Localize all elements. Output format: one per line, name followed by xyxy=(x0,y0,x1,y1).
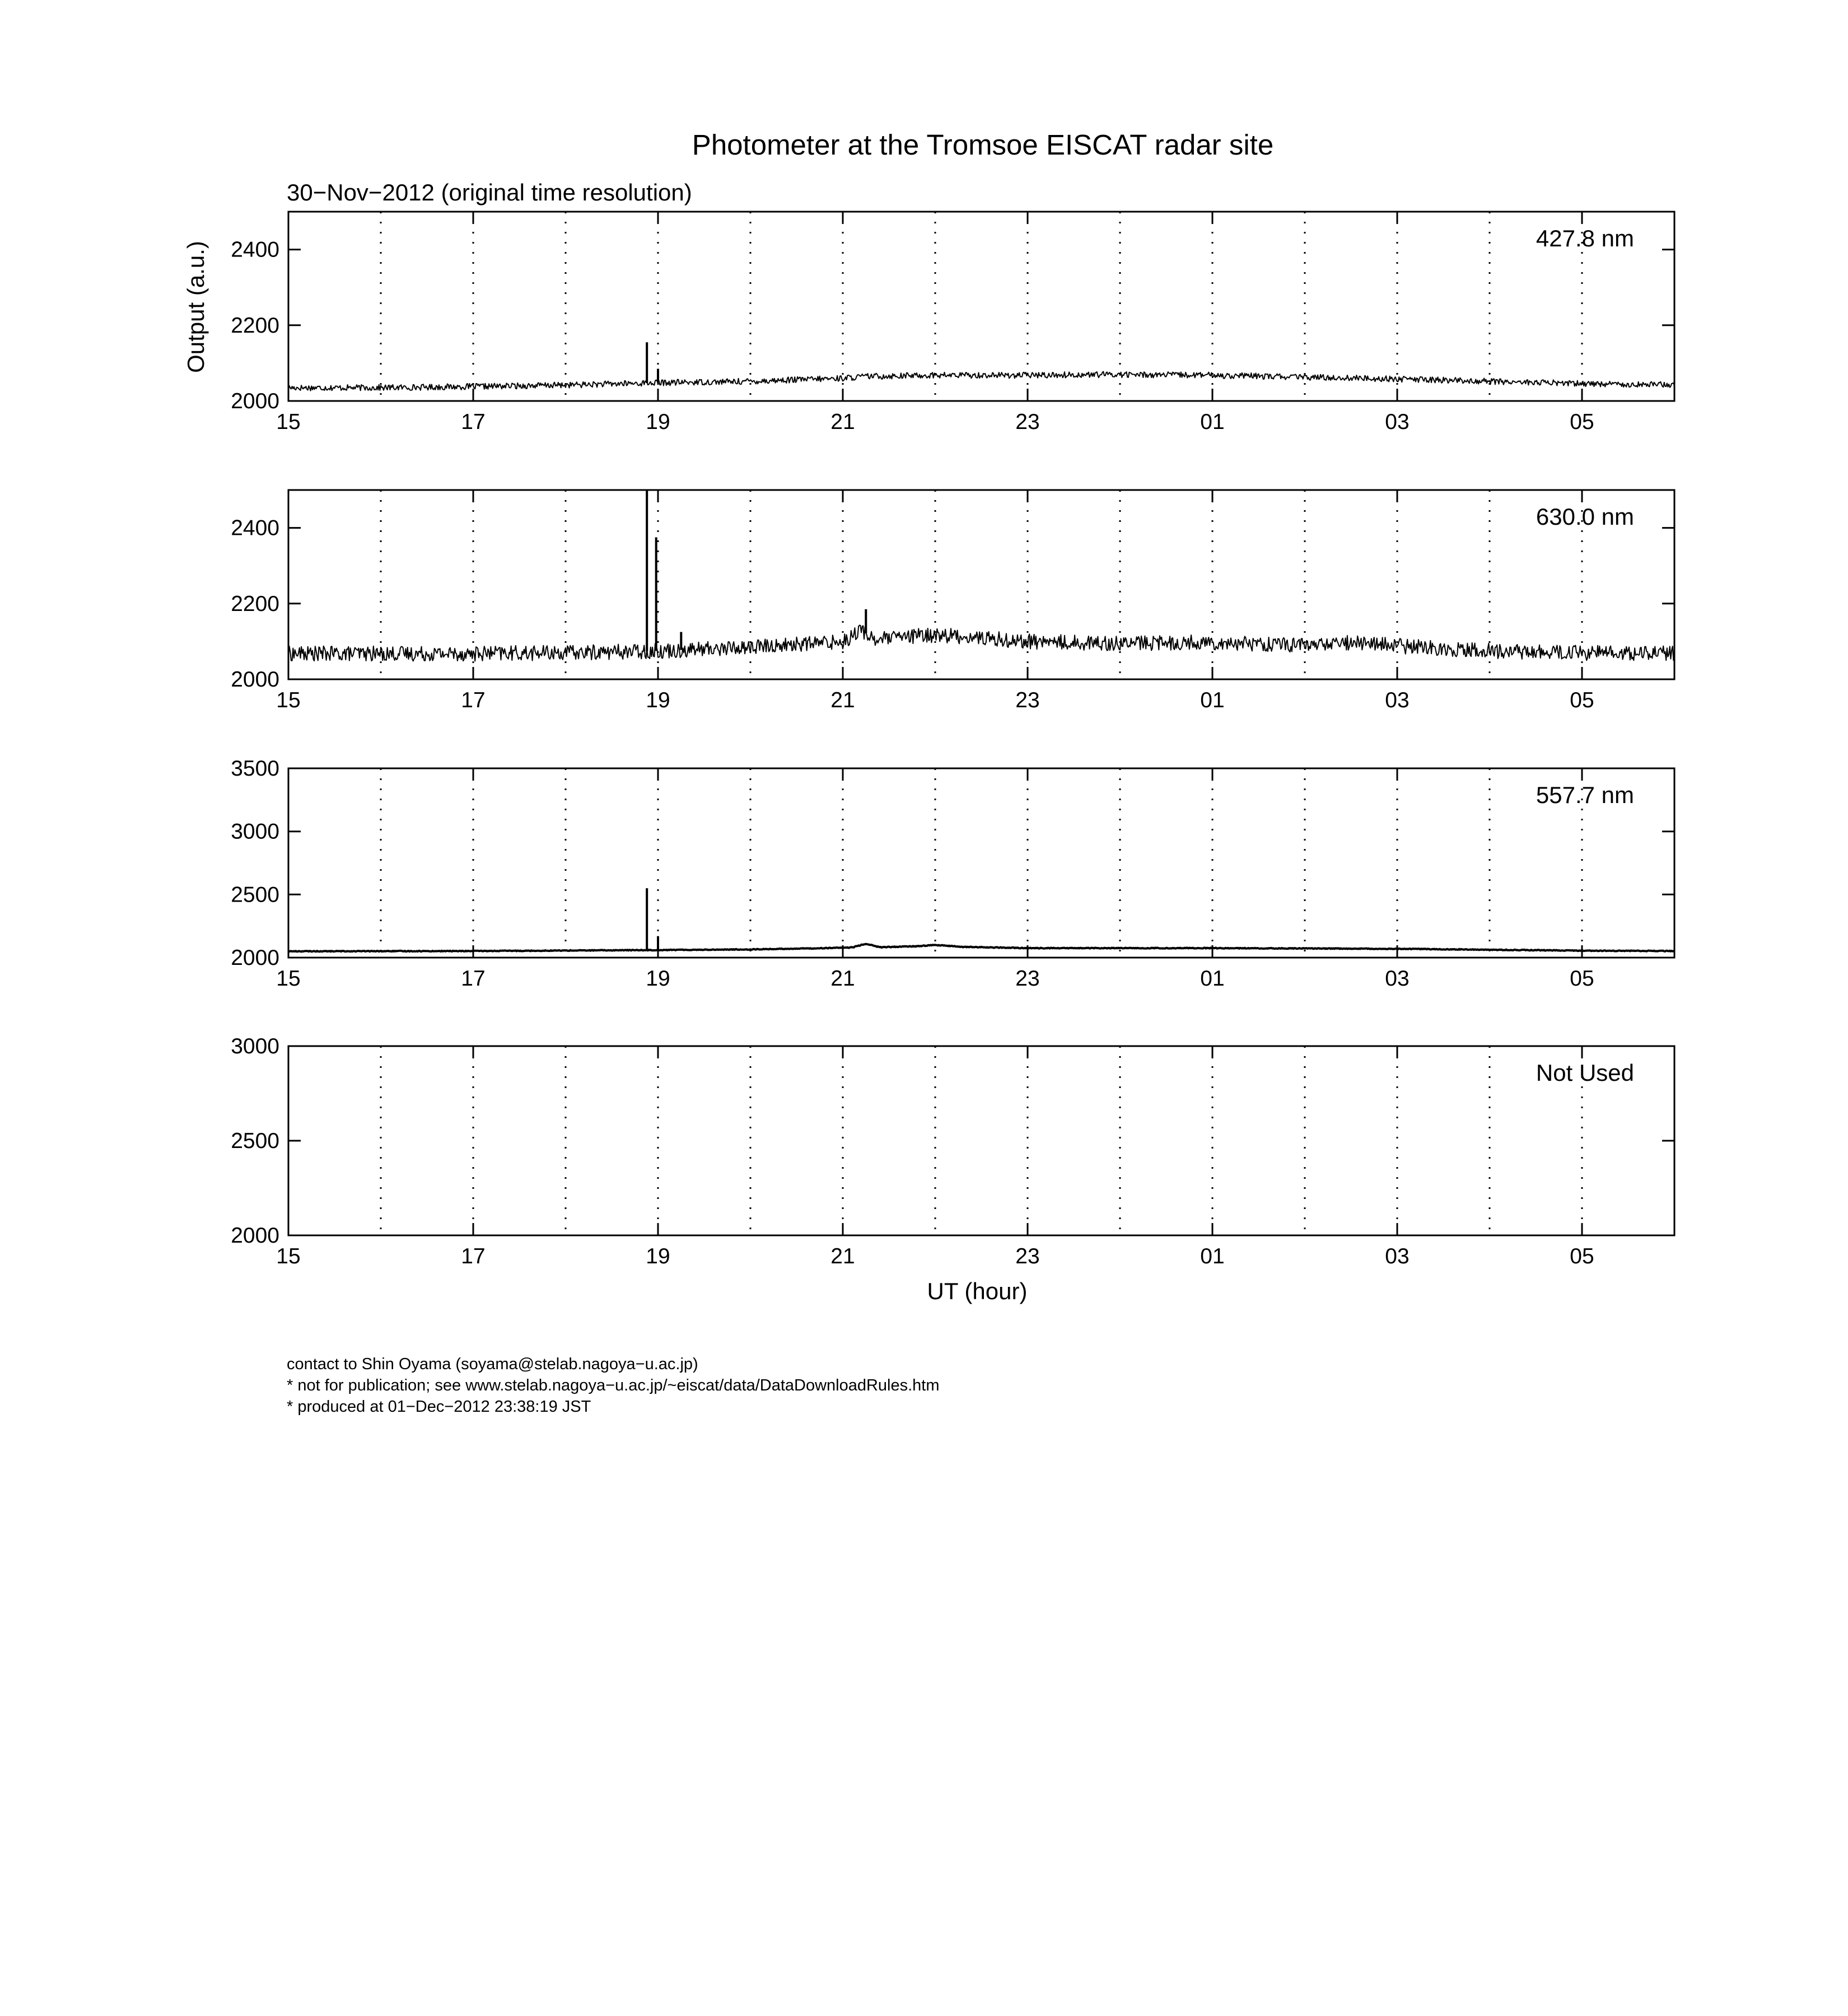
x-tick-label: 21 xyxy=(830,1244,855,1268)
x-tick-label: 19 xyxy=(646,410,670,434)
x-tick-label: 21 xyxy=(830,410,855,434)
x-tick-label: 19 xyxy=(646,688,670,712)
x-tick-label: 23 xyxy=(1015,1244,1040,1268)
x-tick-label: 15 xyxy=(276,688,301,712)
y-tick-label: 2500 xyxy=(231,883,279,907)
panel-4 xyxy=(231,1034,1674,1268)
panel-label: 557.7 nm xyxy=(1536,782,1634,808)
x-tick-label: 01 xyxy=(1200,1244,1225,1268)
footer-line-contact: contact to Shin Oyama (soyama@stelab.nagoya−u.ac.jp) xyxy=(287,1355,698,1373)
x-tick-label: 15 xyxy=(276,1244,301,1268)
x-tick-label: 05 xyxy=(1570,410,1594,434)
x-tick-label: 23 xyxy=(1015,410,1040,434)
series-line xyxy=(288,626,1674,661)
plot-frame xyxy=(288,1046,1674,1235)
y-tick-label: 2000 xyxy=(231,1224,279,1248)
panels xyxy=(231,212,1674,1268)
y-tick-label: 2400 xyxy=(231,516,279,540)
x-tick-label: 21 xyxy=(830,967,855,991)
y-tick-label: 2400 xyxy=(231,237,279,262)
y-tick-label: 2000 xyxy=(231,668,279,692)
x-tick-label: 01 xyxy=(1200,410,1225,434)
panel-label: 427.8 nm xyxy=(1536,225,1634,251)
figure-subtitle: 30−Nov−2012 (original time resolution) xyxy=(287,179,692,206)
x-tick-label: 03 xyxy=(1385,967,1410,991)
y-tick-label: 2200 xyxy=(231,591,279,616)
plot-frame xyxy=(288,768,1674,958)
x-tick-label: 05 xyxy=(1570,688,1594,712)
panel-label: Not Used xyxy=(1536,1060,1634,1086)
footer-line-rules: * not for publication; see www.stelab.nagoya−u.ac.jp/~eiscat/data/DataDownloadRules.htm xyxy=(287,1376,940,1394)
x-tick-label: 17 xyxy=(461,1244,486,1268)
x-tick-label: 03 xyxy=(1385,410,1410,434)
x-tick-label: 05 xyxy=(1570,967,1594,991)
footer-line-produced: * produced at 01−Dec−2012 23:38:19 JST xyxy=(287,1398,591,1416)
y-axis-label: Output (a.u.) xyxy=(183,241,209,373)
x-tick-label: 17 xyxy=(461,688,486,712)
x-tick-label: 19 xyxy=(646,1244,670,1268)
x-tick-label: 21 xyxy=(830,688,855,712)
x-tick-label: 19 xyxy=(646,967,670,991)
x-tick-label: 03 xyxy=(1385,688,1410,712)
x-tick-label: 23 xyxy=(1015,688,1040,712)
x-tick-label: 01 xyxy=(1200,688,1225,712)
plot-frame xyxy=(288,212,1674,401)
panel-1 xyxy=(231,212,1674,434)
panel-2 xyxy=(231,490,1674,712)
series-line xyxy=(288,944,1674,952)
x-tick-label: 15 xyxy=(276,967,301,991)
panel-3 xyxy=(231,757,1674,991)
series-line xyxy=(288,372,1674,391)
y-tick-label: 2000 xyxy=(231,389,279,413)
x-tick-label: 05 xyxy=(1570,1244,1594,1268)
x-tick-label: 01 xyxy=(1200,967,1225,991)
y-tick-label: 3000 xyxy=(231,819,279,844)
x-tick-label: 03 xyxy=(1385,1244,1410,1268)
x-tick-label: 15 xyxy=(276,410,301,434)
x-axis-label: UT (hour) xyxy=(927,1278,1028,1304)
x-tick-label: 23 xyxy=(1015,967,1040,991)
y-tick-label: 3500 xyxy=(231,757,279,781)
figure-title: Photometer at the Tromsoe EISCAT radar site xyxy=(692,129,1274,161)
x-tick-label: 17 xyxy=(461,967,486,991)
y-tick-label: 3000 xyxy=(231,1034,279,1058)
y-tick-label: 2000 xyxy=(231,946,279,970)
y-tick-label: 2500 xyxy=(231,1129,279,1153)
y-tick-label: 2200 xyxy=(231,313,279,338)
panel-label: 630.0 nm xyxy=(1536,503,1634,530)
x-tick-label: 17 xyxy=(461,410,486,434)
